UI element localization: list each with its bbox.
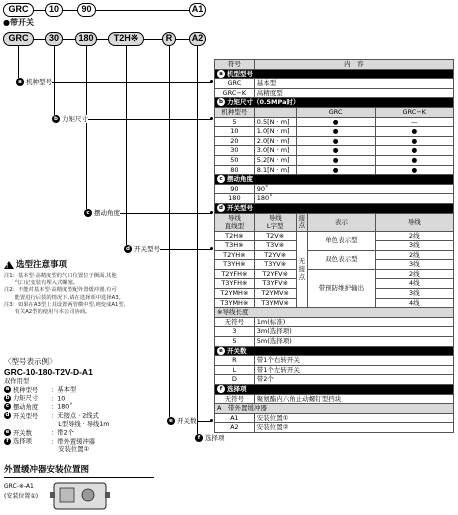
table-cell: ● (375, 136, 453, 146)
table-cell: 无符号 (215, 317, 255, 327)
table-cell: T3H※ (215, 241, 255, 251)
table-cell: 无符号 (215, 394, 255, 404)
model-code-option: A1 (189, 3, 206, 17)
table-cell: 表示 (308, 213, 375, 231)
table-cell: 导线 (375, 213, 453, 231)
table-cell: T3YH※ (215, 260, 255, 270)
model-code-qty: R (162, 32, 176, 46)
table-cell: ● (296, 155, 375, 165)
table-cell: 4线 (375, 279, 453, 289)
table-cell: ● (375, 165, 453, 175)
table-cell: 5 (215, 337, 255, 347)
table-cell: T3YMV※ (254, 298, 296, 308)
table-cell: 3线 (375, 241, 453, 251)
table-cell: T2YMH※ (215, 289, 255, 299)
table-cell: 带2个 (254, 375, 453, 385)
table-cell: ● (375, 155, 453, 165)
table-cell: 1.0[N · m] (254, 127, 296, 137)
table-cell: A1 (215, 413, 255, 423)
table-cell: 2线 (375, 250, 453, 260)
table-cell: a 机型型号 (215, 69, 454, 79)
table-cell: 带1个右转开关 (254, 356, 453, 366)
notice-title: 选型注意事项 (16, 260, 68, 270)
table-cell: T2YFV※ (254, 269, 296, 279)
table-cell: — (375, 117, 453, 127)
table-cell: 内 容 (254, 60, 453, 70)
table-cell: 3线 (375, 260, 453, 270)
table-cell: 符号 (215, 60, 255, 70)
notice-body: 注1：基本型·高精度型的气口位置位于侧面,其他 气口记变装有埋入式螺塞。 注2：不能对基本型·高精度型配外置缓冲器,有可 能置进行后装的情况下,请在选择项中选择A3。 注3：如果在A3型上其设置两管横中型,则变成A1型, 有关A2型的使用与本公司协商。 (4, 273, 126, 316)
table-cell: 聚氨酯内六角止动螺钉型挡块 (254, 394, 453, 404)
callout-a: a 机种型号 (16, 78, 52, 86)
table-cell: 180˚ (254, 194, 453, 204)
table-cell: 机种型号 (215, 107, 255, 117)
table-cell: 90˚ (254, 184, 453, 194)
table-cell: e 开关数 (215, 346, 454, 356)
table-cell: 导线 L字型 (254, 213, 296, 231)
table-cell: T2V※ (254, 231, 296, 241)
table-cell: 10 (215, 127, 255, 137)
model-code-size-2: 30 (45, 32, 63, 46)
buffer-label-2: (安装位置①) (4, 493, 39, 500)
table-cell: ● (296, 117, 375, 127)
table-cell: 3.0[N · m] (254, 146, 296, 156)
table-cell: 2.0[N · m] (254, 136, 296, 146)
switch-title: ●带开关 (3, 18, 34, 27)
table-cell: 4线 (375, 298, 453, 308)
table-cell: R (215, 356, 255, 366)
table-cell: 1m(标准) (254, 317, 453, 327)
callout-b: b 力矩尺寸 (52, 115, 88, 123)
table-cell: 5 (215, 117, 255, 127)
model-code-angle-2: 180 (75, 32, 97, 46)
callout-c: c 摆动角度 (84, 209, 120, 217)
table-cell: f 选择项 (215, 385, 454, 395)
table-cell: ● (296, 136, 375, 146)
table-cell: T3V※ (254, 241, 296, 251)
table-cell: T2YH※ (215, 250, 255, 260)
table-cell: 3 (215, 327, 255, 337)
model-code-switch: T2H※ (108, 32, 144, 46)
table-cell (254, 107, 296, 117)
example-list: a 机种型号 ：基本型 b 力矩尺寸 ：10 c 摆动角度 ：180˚ d 开关型号 ：无接点 · 2线式 L型导线 · 导线1m e 开关数 ：带2个 f 选择项 ：带外置缓冲器 安装位置① (5, 386, 110, 454)
table-cell: 无接点 (296, 231, 308, 308)
table-cell: ● (296, 146, 375, 156)
table-cell: 20 (215, 136, 255, 146)
table-cell: 5.2[N · m] (254, 155, 296, 165)
spec-table (214, 59, 454, 433)
table-cell: 2线 (375, 269, 453, 279)
table-cell: T3YMH※ (215, 298, 255, 308)
table-cell: 带预防维护输出 (308, 269, 375, 307)
table-cell: 3m(选择项) (254, 327, 453, 337)
buffer-diagram (50, 481, 112, 513)
table-cell: ※导线长度 (215, 308, 454, 318)
table-cell: ● (296, 165, 375, 175)
table-cell: GRC (215, 79, 255, 89)
callout-f: f 选择项 (195, 434, 225, 442)
table-cell: 80 (215, 165, 255, 175)
example-desc: 双作用型 (4, 378, 30, 385)
table-cell: c 摆动角度 (215, 175, 454, 185)
table-cell: 180 (215, 194, 255, 204)
table-cell: 3线 (375, 289, 453, 299)
example-title: 〈型号表示例〉 (4, 357, 57, 366)
table-cell: GRC−K (375, 107, 453, 117)
table-cell: 单色表示型 (308, 231, 375, 250)
table-cell: A2 (215, 423, 255, 433)
table-cell: 50 (215, 155, 255, 165)
example-code: GRC-10-180-T2V-D-A1 (4, 367, 93, 377)
table-cell: 接点 (296, 213, 308, 231)
table-cell: 90 (215, 184, 255, 194)
table-cell: 基本型 (254, 79, 453, 89)
table-cell: T3YFH※ (215, 279, 255, 289)
table-cell: ● (296, 127, 375, 137)
table-cell: 5m(选择项) (254, 337, 453, 347)
callout-d: d 开关型号 (124, 245, 160, 253)
table-cell: T3YFV※ (254, 279, 296, 289)
callout-e: e 开关数 (167, 417, 197, 425)
table-cell: 0.5[N · m] (254, 117, 296, 127)
table-cell: 双色表示型 (308, 250, 375, 269)
table-cell: ● (375, 127, 453, 137)
table-cell: d 开关型号 (215, 203, 454, 213)
table-cell: GRC (296, 107, 375, 117)
table-cell: 导线 直线型 (215, 213, 255, 231)
table-cell: GRC−K (215, 88, 255, 98)
table-cell: ● (375, 146, 453, 156)
table-cell: T2YFH※ (215, 269, 255, 279)
table-cell: 8.1[N · m] (254, 165, 296, 175)
table-cell: b 力矩尺寸（0.5MPa时） (215, 98, 454, 108)
table-cell: T2H※ (215, 231, 255, 241)
table-cell: T2YMV※ (254, 289, 296, 299)
model-code-grc-2: GRC (3, 32, 34, 46)
table-cell: 安装位置② (254, 423, 453, 433)
table-cell: 安装位置① (254, 413, 453, 423)
table-cell: 高精度型 (254, 88, 453, 98)
table-cell: 30 (215, 146, 255, 156)
table-cell: L (215, 365, 255, 375)
buffer-position-title: 外置缓冲器安装位置图 (4, 465, 90, 475)
table-cell: T3YV※ (254, 260, 296, 270)
model-code-size: 10 (45, 3, 63, 17)
buffer-label-1: GRC-※-A1 (4, 483, 34, 490)
model-code-grc: GRC (3, 3, 34, 17)
model-code-option-2: A2 (189, 32, 206, 46)
table-cell: 带1个左转开关 (254, 365, 453, 375)
table-cell: D (215, 375, 255, 385)
table-cell: 2线 (375, 231, 453, 241)
table-cell: T2YV※ (254, 250, 296, 260)
model-code-angle: 90 (77, 3, 96, 17)
table-cell: A 带外置缓冲器 (215, 404, 454, 414)
